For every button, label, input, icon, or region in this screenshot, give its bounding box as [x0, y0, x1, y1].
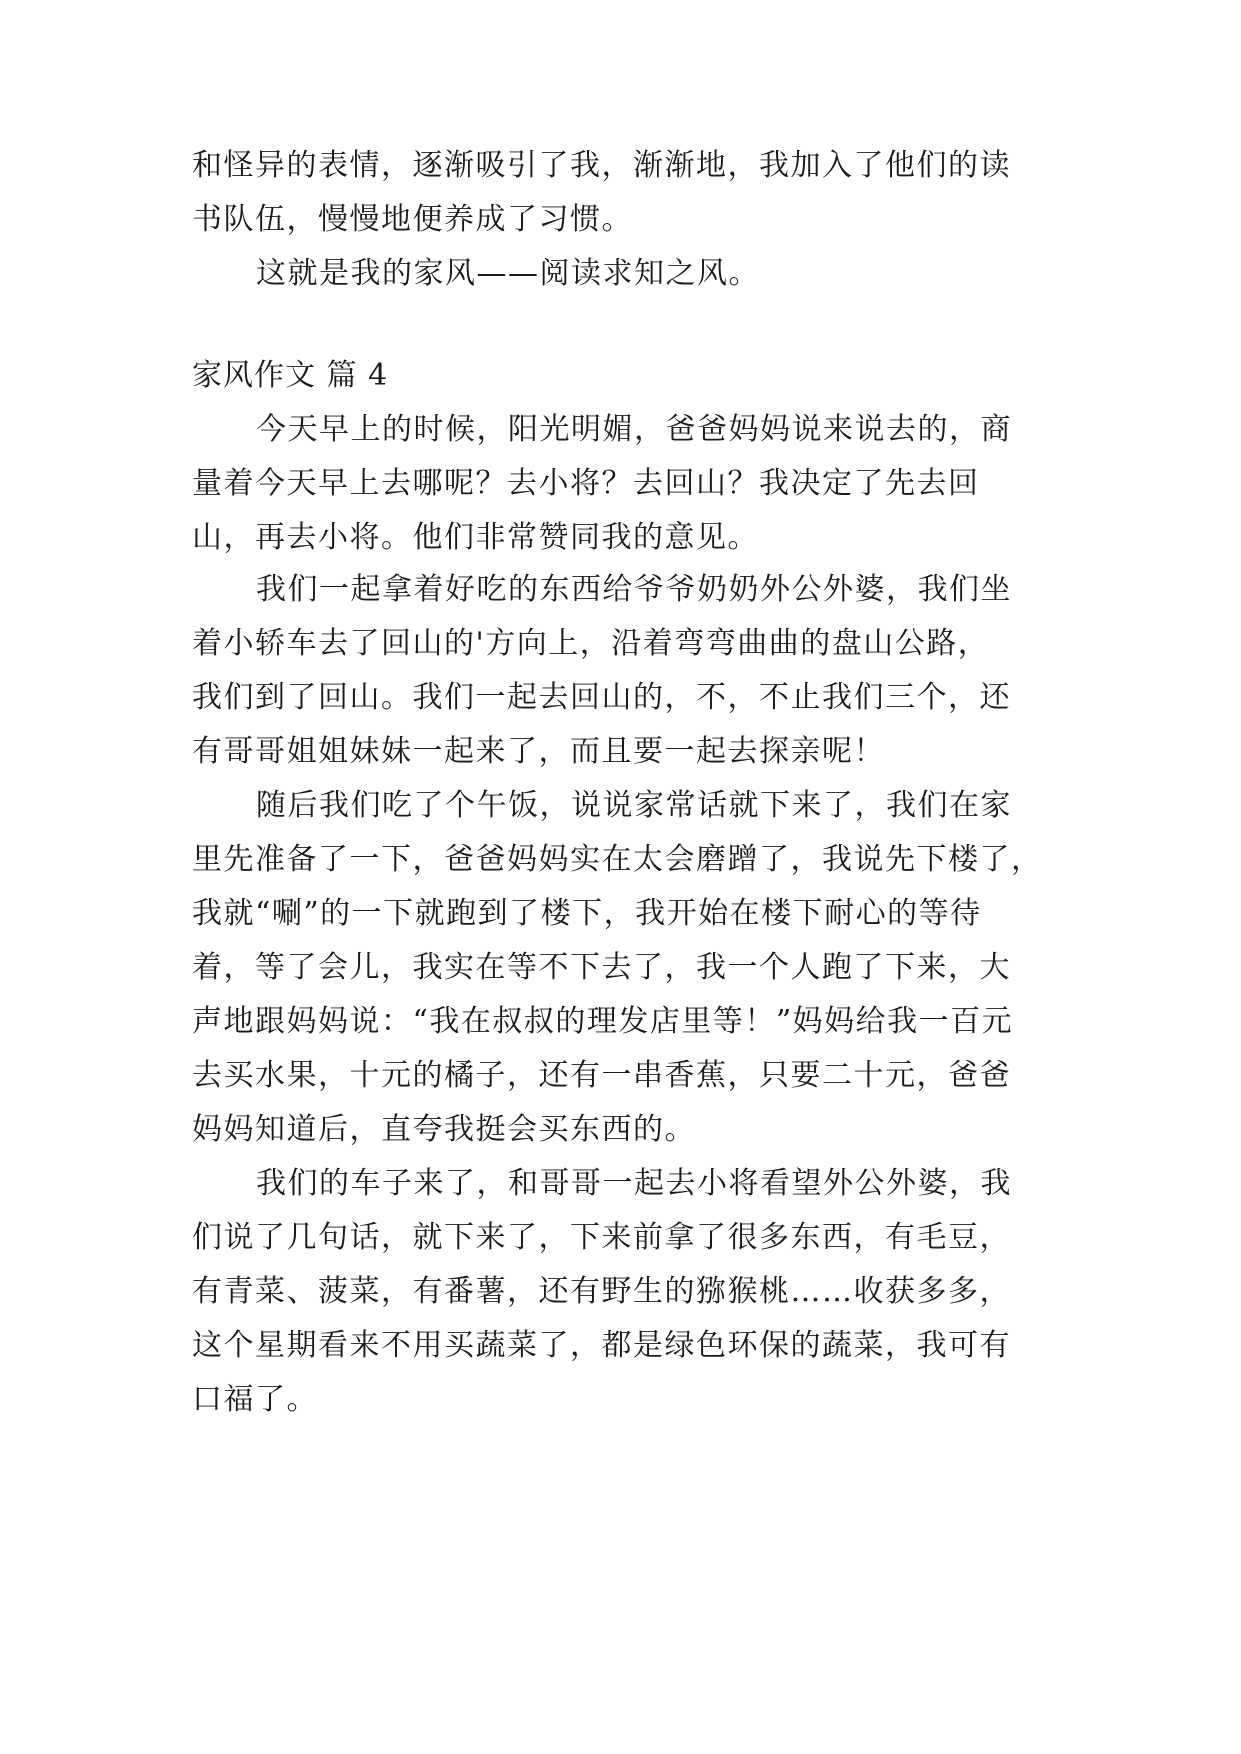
text-line: 有哥哥姐姐妹妹一起来了，而且要一起去探亲呢！ [192, 734, 885, 769]
text-line: 们说了几句话，就下来了，下来前拿了很多东西，有毛豆， [192, 1220, 1011, 1255]
text-line: 里先准备了一下，爸爸妈妈实在太会磨蹭了，我说先下楼了， [192, 842, 1043, 877]
text-line: 和怪异的表情，逐渐吸引了我，渐渐地，我加入了他们的读 [192, 148, 1011, 183]
text-line: 我就“唰”的一下就跑到了楼下，我开始在楼下耐心的等待 [192, 896, 982, 931]
section-title: 家风作文 篇 4 [192, 358, 389, 393]
text-line: 量着今天早上去哪呢？去小将？去回山？我决定了先去回 [192, 466, 980, 501]
text-line: 这个星期看来不用买蔬菜了，都是绿色环保的蔬菜，我可有 [192, 1328, 1011, 1363]
text-line: 去买水果，十元的橘子，还有一串香蕉，只要二十元，爸爸 [192, 1058, 1011, 1093]
text-line: 妈妈知道后，直夸我挺会买东西的。 [192, 1112, 696, 1147]
text-line: 今天早上的时候，阳光明媚，爸爸妈妈说来说去的，商 [256, 412, 1012, 447]
text-line: 山，再去小将。他们非常赞同我的意见。 [192, 520, 759, 555]
text-line: 我们的车子来了，和哥哥一起去小将看望外公外婆，我 [256, 1166, 1012, 1201]
text-line: 我们到了回山。我们一起去回山的，不，不止我们三个，还 [192, 680, 1011, 715]
text-line: 口福了。 [192, 1382, 318, 1417]
text-line: 声地跟妈妈说：“我在叔叔的理发店里等！”妈妈给我一百元 [192, 1004, 1014, 1039]
text-line: 书队伍，慢慢地便养成了习惯。 [192, 202, 633, 237]
text-line: 有青菜、菠菜，有番薯，还有野生的猕猴桃……收获多多， [192, 1274, 1011, 1309]
text-line: 随后我们吃了个午饭，说说家常话就下来了，我们在家 [256, 788, 1012, 823]
text-line: 着小轿车去了回山的'方向上，沿着弯弯曲曲的盘山公路， [192, 626, 990, 661]
text-line: 着，等了会儿，我实在等不下去了，我一个人跑了下来，大 [192, 950, 1011, 985]
text-line: 我们一起拿着好吃的东西给爷爷奶奶外公外婆，我们坐 [256, 572, 1012, 607]
closing-line: 这就是我的家风——阅读求知之风。 [256, 256, 760, 291]
